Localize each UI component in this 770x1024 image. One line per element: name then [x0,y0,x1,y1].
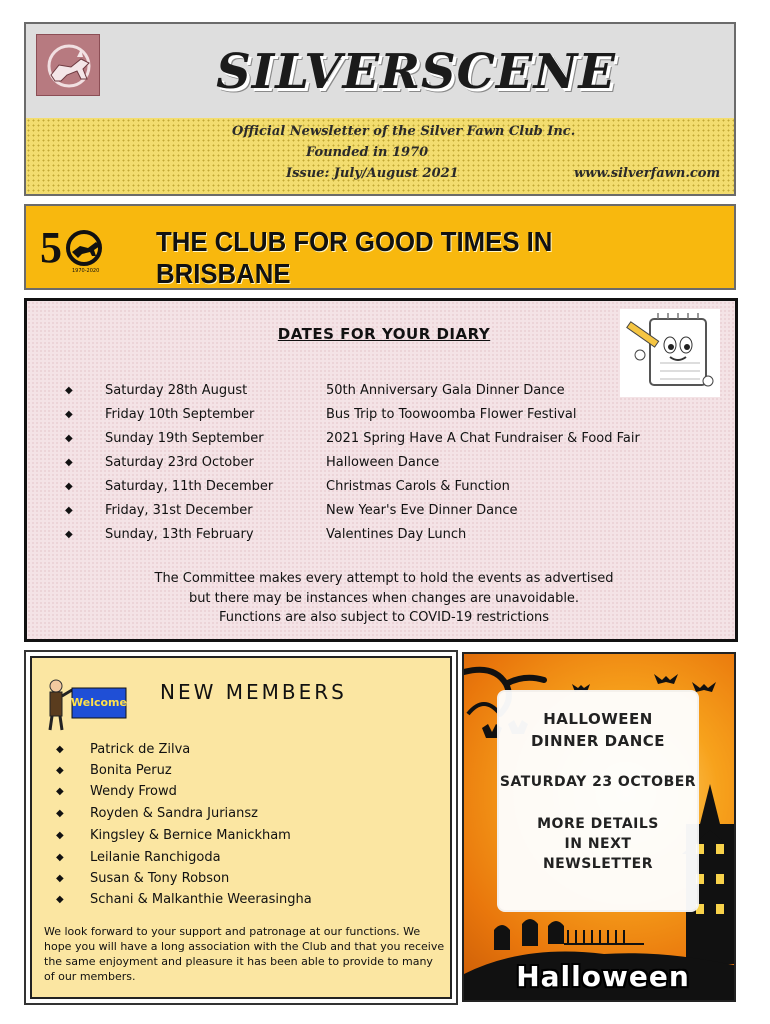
member-name: Bonita Peruz [90,763,172,778]
issue-text: Issue: July/August 2021 [286,166,459,181]
club-tagline: THE CLUB FOR GOOD TIMES IN BRISBANE [156,226,553,289]
bullet-icon: ◆ [65,433,73,444]
diary-entry-date: Friday 10th September [105,407,255,422]
newsletter-title: SILVERSCENE [216,44,616,100]
bullet-icon: ◆ [56,852,64,863]
newsletter-subtitle: Official Newsletter of the Silver Fawn Club Inc. [232,124,576,139]
diary-entry-date: Saturday, 11th December [105,479,274,494]
member-list-item [56,850,436,872]
member-name: Patrick de Zilva [90,742,191,757]
member-list-item [56,806,436,828]
diary-entry-date: Saturday 28th August [105,383,248,398]
diary-entry-date: Sunday, 13th February [105,527,254,542]
bullet-icon: ◆ [65,457,73,468]
bullet-icon: ◆ [65,385,73,396]
new-members-heading: NEW MEMBERS [160,680,347,704]
welcome-sign-text: Welcome [71,696,127,709]
bullet-icon: ◆ [56,830,64,841]
diary-entry [65,407,725,431]
svg-text:1970-2020: 1970-2020 [72,268,100,274]
tombstone-icon [494,919,564,950]
halloween-wordmark: Halloween [516,960,690,993]
bullet-icon: ◆ [56,894,64,905]
diary-entry-date: Sunday 19th September [105,431,264,446]
welcome-sign-icon [42,674,132,734]
diary-note-line: Functions are also subject to COVID-19 restrictions [218,610,550,625]
poster-event-date: SATURDAY 23 OCTOBER [499,774,697,790]
founded-text: Founded in 1970 [306,145,429,160]
poster-line-dinner-dance: DINNER DANCE [530,732,666,750]
bullet-icon: ◆ [65,529,73,540]
bullet-icon: ◆ [56,744,64,755]
diary-entry-date: Friday, 31st December [105,503,253,518]
bullet-icon: ◆ [65,481,73,492]
poster-details-line: IN NEXT [564,836,632,852]
member-name: Kingsley & Bernice Manickham [90,828,291,843]
svg-text:5: 5 [40,223,62,272]
member-list-item [56,871,436,893]
bullet-icon: ◆ [56,808,64,819]
club-banner [24,204,736,290]
diary-note-line: but there may be instances when changes are unavoidable. [188,591,580,606]
diary-entry [65,455,725,479]
poster-line-halloween: HALLOWEEN [543,710,653,728]
diary-entry-event: 50th Anniversary Gala Dinner Dance [326,383,565,398]
member-name: Schani & Malkanthie Weerasingha [90,892,312,907]
member-name: Susan & Tony Robson [90,871,230,886]
masthead-info-band [26,118,734,194]
diary-entry-event: New Year's Eve Dinner Dance [326,503,518,518]
member-list-item [56,742,436,764]
diary-heading: DATES FOR YOUR DIARY [277,325,491,343]
bullet-icon: ◆ [56,873,64,884]
diary-entry-event: Valentines Day Lunch [326,527,467,542]
bullet-icon: ◆ [65,409,73,420]
diary-entry [65,431,725,455]
fifty-years-badge-icon [38,218,118,276]
diary-entry-date: Saturday 23rd October [105,455,254,470]
member-name: Wendy Frowd [90,784,177,799]
dates-for-diary-section [24,298,738,642]
member-list-item [56,828,436,850]
diary-entry-event: Halloween Dance [326,455,440,470]
diary-entry [65,383,725,407]
diary-entry-event: Christmas Carols & Function [326,479,510,494]
member-name: Royden & Sandra Juriansz [90,806,258,821]
website-link[interactable]: www.silverfawn.com [574,166,721,181]
silver-fawn-logo-icon [36,34,100,96]
masthead [24,22,736,196]
member-name: Leilanie Ranchigoda [90,850,221,865]
bullet-icon: ◆ [56,765,64,776]
bullet-icon: ◆ [65,505,73,516]
diary-entry-event: Bus Trip to Toowoomba Flower Festival [326,407,577,422]
diary-entry [65,479,725,503]
member-list-item [56,892,436,914]
members-footer-text: We look forward to your support and patronage at our functions. We hope you will have a long association with the Club and that you receive the same enjoyment and pleasure it has been able to provide to many of our members. [44,925,445,983]
new-members-section [24,650,458,1005]
poster-details-line: NEWSLETTER [542,856,654,872]
bullet-icon: ◆ [56,786,64,797]
poster-details-line: MORE DETAILS [537,816,659,832]
new-members-panel [30,656,452,999]
member-list-item [56,784,436,806]
halloween-poster [462,652,736,1002]
diary-note-line: The Committee makes every attempt to hold the events as advertised [154,571,614,586]
diary-entry [65,527,725,551]
diary-entry-event: 2021 Spring Have A Chat Fundraiser & Food Fair [326,431,640,446]
member-list-item [56,763,436,785]
diary-entry [65,503,725,527]
